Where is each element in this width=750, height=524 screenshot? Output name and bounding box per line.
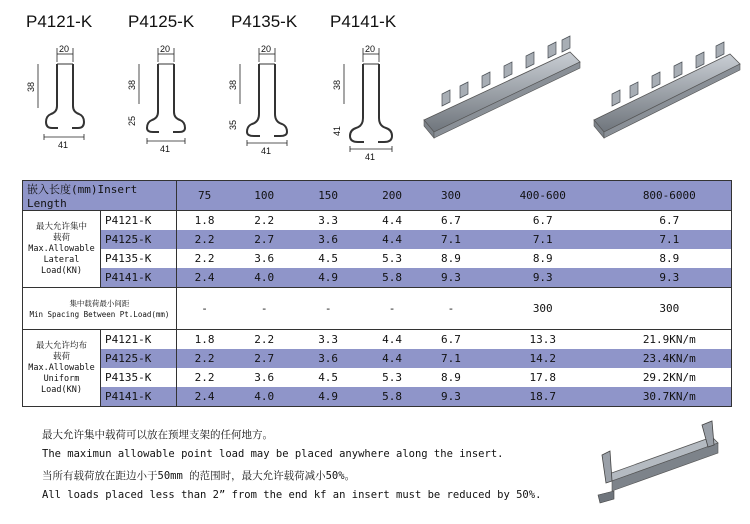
model-cell: P4125-K [100, 349, 176, 368]
length-cell: 150 [296, 181, 360, 211]
profile-drawing-3 [226, 44, 316, 163]
model-cell: P4121-K [100, 330, 176, 350]
profile-drawing-4 [330, 44, 420, 170]
model-cell: P4141-K [100, 268, 176, 288]
note-en-1: The maximun allowable point load may be placed anywhere along the insert. [42, 448, 504, 460]
svg-text:35: 35 [228, 119, 238, 130]
svg-text:41: 41 [58, 140, 69, 150]
note-en-2: All loads placed less than 2” from the end kf an insert must be reduced by 50%. [42, 489, 542, 501]
rail-photo-right [590, 28, 750, 147]
model-title-4: P4141-K [330, 12, 397, 31]
svg-text:41: 41 [160, 144, 171, 154]
lateral-load-label: 最大允许集中 载荷 Max.Allowable Lateral Load(KN) [23, 211, 101, 288]
table-row: 最大允许集中 载荷 Max.Allowable Lateral Load(KN) P4121-K 1.8 2.2 3.3 4.4 6.7 6.7 6.7 [23, 211, 732, 231]
spec-table [22, 180, 732, 407]
svg-text:20: 20 [365, 44, 376, 54]
table-row: P4141-K 2.4 4.0 4.9 5.8 9.3 18.7 30.7KN/m [23, 387, 732, 407]
model-cell: P4135-K [100, 368, 176, 387]
svg-text:38: 38 [228, 79, 238, 90]
note-cn-2: 当所有载荷放在距边小于50mm 的范围时，最大允许载荷减小50%。 [42, 470, 356, 482]
svg-text:38: 38 [127, 79, 137, 90]
length-cell: 400-600 [478, 181, 608, 211]
spacing-row: 集中载荷最小间距 Min Spacing Between Pt.Load(mm) - - - - - 300 300 [23, 288, 732, 330]
uniform-load-label: 最大允许均布 载荷 Max.Allowable Uniform Load(KN) [23, 330, 101, 407]
table-row: 最大允许均布 载荷 Max.Allowable Uniform Load(KN) P4121-K 1.8 2.2 3.3 4.4 6.7 13.3 21.9KN/m [23, 330, 732, 350]
table-row: P4141-K 2.4 4.0 4.9 5.8 9.3 9.3 9.3 [23, 268, 732, 288]
spacing-label: 集中载荷最小间距 Min Spacing Between Pt.Load(mm) [23, 288, 177, 330]
svg-text:38: 38 [332, 79, 342, 90]
table-row: P4135-K 2.2 3.6 4.5 5.3 8.9 17.8 29.2KN/m [23, 368, 732, 387]
svg-text:20: 20 [160, 44, 171, 54]
svg-text:41: 41 [332, 125, 342, 136]
model-cell: P4121-K [100, 211, 176, 231]
note-cn-1: 最大允许集中载荷可以放在预埋支架的任何地方。 [42, 429, 273, 441]
header-label: 嵌入长度(mm)Insert Length [23, 181, 177, 211]
model-title-2: P4125-K [128, 12, 195, 31]
model-cell: P4141-K [100, 387, 176, 407]
table-row: P4125-K 2.2 2.7 3.6 4.4 7.1 7.1 7.1 [23, 230, 732, 249]
profile-drawing-2 [125, 44, 215, 163]
svg-text:41: 41 [365, 152, 376, 162]
header-row [23, 181, 732, 211]
svg-text:38: 38 [26, 81, 36, 92]
length-cell: 75 [176, 181, 232, 211]
bracket-illustration [592, 415, 732, 511]
svg-text:41: 41 [261, 146, 272, 156]
length-cell: 100 [232, 181, 296, 211]
svg-text:20: 20 [59, 44, 70, 54]
svg-text:25: 25 [127, 115, 137, 126]
profile-drawing-1 [20, 44, 110, 158]
svg-text:20: 20 [261, 44, 272, 54]
table-row: P4125-K 2.2 2.7 3.6 4.4 7.1 14.2 23.4KN/m [23, 349, 732, 368]
length-cell: 200 [360, 181, 424, 211]
model-cell: P4125-K [100, 230, 176, 249]
model-title-1: P4121-K [26, 12, 93, 31]
rail-photo-left [420, 28, 585, 147]
length-cell: 800-6000 [608, 181, 732, 211]
table-row: P4135-K 2.2 3.6 4.5 5.3 8.9 8.9 8.9 [23, 249, 732, 268]
length-cell: 300 [424, 181, 478, 211]
model-title-3: P4135-K [231, 12, 298, 31]
model-cell: P4135-K [100, 249, 176, 268]
